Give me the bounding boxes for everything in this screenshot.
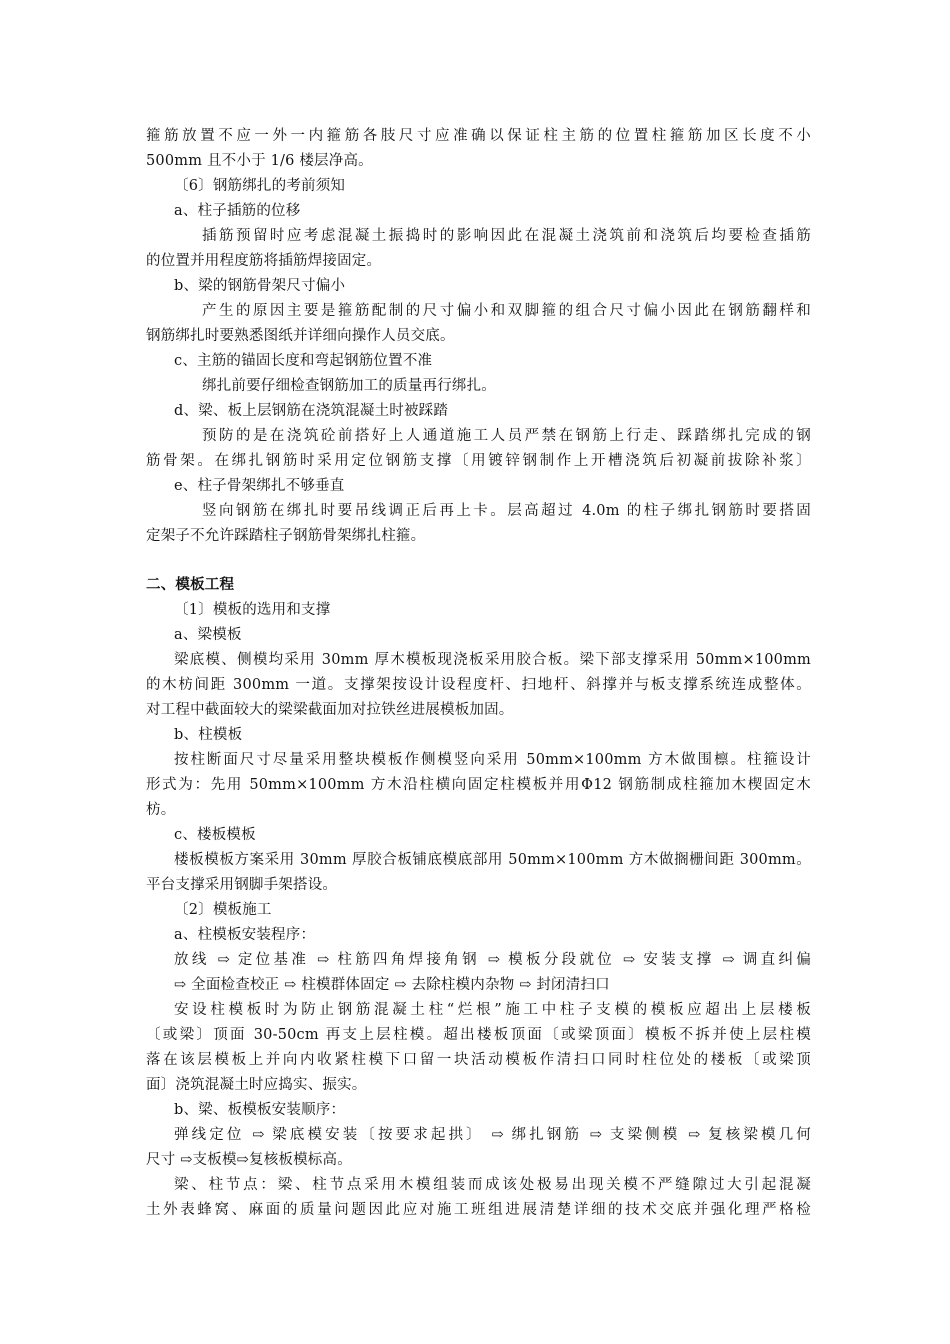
paragraph-line: 平台支撑采用钢脚手架搭设。	[146, 877, 338, 893]
item-heading: a、柱模板安装程序：	[174, 927, 316, 943]
document-body	[146, 124, 811, 1223]
paragraph-line: 对工程中截面较大的梁梁截面加对拉铁丝进展模板加固。	[146, 702, 514, 718]
paragraph-line: 楼板模板方案采用 30mm 厚胶合板铺底模底部用 50mm×100mm 方木做搁栅间距 300mm。	[174, 852, 811, 868]
paragraph-line: 面〕浇筑混凝土时应捣实、振实。	[146, 1077, 367, 1093]
paragraph-line: 梁、柱节点：梁、柱节点采用木模组装而成该处极易出现关模不严缝隙过大引起混凝	[174, 1177, 811, 1193]
item-heading: b、梁、板模板安装顺序：	[174, 1102, 346, 1118]
item-heading: b、柱模板	[174, 727, 243, 743]
item-heading: c、楼板模板	[174, 827, 256, 843]
process-flow-line: 弹线定位 ⇨ 梁底模安装〔按要求起拱〕 ⇨ 绑扎钢筋 ⇨ 支梁侧模 ⇨ 复核梁模几何	[174, 1127, 811, 1143]
subheading: 〔6〕钢筋绑扎的考前须知	[174, 178, 346, 194]
paragraph-line: 定架子不允许踩踏柱子钢筋骨架绑扎柱箍。	[146, 528, 426, 544]
item-heading: b、梁的钢筋骨架尺寸偏小	[174, 278, 346, 294]
paragraph-line: 插筋预留时应考虑混凝土振捣时的影响因此在混凝土浇筑前和浇筑后均要检查插筋	[202, 228, 811, 244]
item-heading: a、柱子插筋的位移	[174, 203, 301, 219]
paragraph-line: 形式为：先用 50mm×100mm 方木沿柱横向固定柱模板并用Φ12 钢筋制成柱箍加木楔固定木	[146, 777, 811, 793]
paragraph-line: 产生的原因主要是箍筋配制的尺寸偏小和双脚箍的组合尺寸偏小因此在钢筋翻样和	[202, 303, 811, 319]
process-flow-line: 尺寸 ⇨支板模⇨复核板模标高。	[146, 1152, 352, 1168]
subheading: 〔1〕模板的选用和支撑	[174, 602, 331, 618]
paragraph-line: 枋。	[146, 802, 176, 818]
paragraph-line: 按柱断面尺寸尽量采用整块模板作侧模竖向采用 50mm×100mm 方木做围檩。柱箍设计	[174, 752, 811, 768]
item-heading: d、梁、板上层钢筋在浇筑混凝土时被踩踏	[174, 403, 449, 419]
paragraph-line: 的位置并用程度筋将插筋焊接固定。	[146, 253, 382, 269]
process-flow-line: ⇨ 全面检查校正 ⇨ 柱模群体固定 ⇨ 去除柱模内杂物 ⇨ 封闭清扫口	[174, 977, 610, 993]
paragraph-line: 钢筋绑扎时要熟悉图纸并详细向操作人员交底。	[146, 328, 455, 344]
subheading: 〔2〕模板施工	[174, 902, 272, 918]
paragraph-line: 预防的是在浇筑砼前搭好上人通道施工人员严禁在钢筋上行走、踩踏绑扎完成的钢	[202, 428, 811, 444]
process-flow-line: 放线 ⇨ 定位基准 ⇨ 柱筋四角焊接角钢 ⇨ 模板分段就位 ⇨ 安装支撑 ⇨ 调直纠偏	[174, 952, 811, 968]
paragraph-line: 安设柱模板时为防止钢筋混凝土柱“烂根”施工中柱子支模的模板应超出上层楼板	[174, 1002, 811, 1018]
paragraph-line: 500mm 且不小于 1/6 楼层净高。	[146, 153, 373, 169]
paragraph-line: 竖向钢筋在绑扎时要吊线调正后再上卡。层高超过 4.0m 的柱子绑扎钢筋时要搭固	[202, 503, 811, 519]
paragraph-line: 〔或梁〕顶面 30-50cm 再支上层柱模。超出楼板顶面〔或梁顶面〕模板不拆并使上层柱模	[146, 1027, 811, 1043]
paragraph-line: 梁底模、侧模均采用 30mm 厚木模板现浇板采用胶合板。梁下部支撑采用 50mm×100mm	[174, 652, 811, 668]
paragraph-line: 落在该层模板上并向内收紧柱模下口留一块活动模板作清扫口同时柱位处的楼板〔或梁顶	[146, 1052, 811, 1068]
paragraph-line: 的木枋间距 300mm 一道。支撑架按设计设程度杆、扫地杆、斜撑并与板支撑系统连成整体。	[146, 677, 811, 693]
item-heading: c、主筋的锚固长度和弯起钢筋位置不准	[174, 353, 433, 369]
section-gap	[146, 549, 811, 573]
paragraph-line: 绑扎前要仔细检查钢筋加工的质量再行绑扎。	[202, 378, 496, 394]
paragraph-line: 土外表蜂窝、麻面的质量问题因此应对施工班组进展清楚详细的技术交底并强化理严格检	[146, 1202, 811, 1218]
section-heading: 二、模板工程	[146, 577, 235, 593]
item-heading: e、柱子骨架绑扎不够垂直	[174, 478, 345, 494]
item-heading: a、梁模板	[174, 627, 242, 643]
paragraph-line: 筋骨架。在绑扎钢筋时采用定位钢筋支撑〔用镀锌钢制作上开槽浇筑后初凝前拔除补浆〕	[146, 453, 811, 469]
paragraph-line: 箍筋放置不应一外一内箍筋各肢尺寸应准确以保证柱主筋的位置柱箍筋加区长度不小	[146, 128, 811, 144]
